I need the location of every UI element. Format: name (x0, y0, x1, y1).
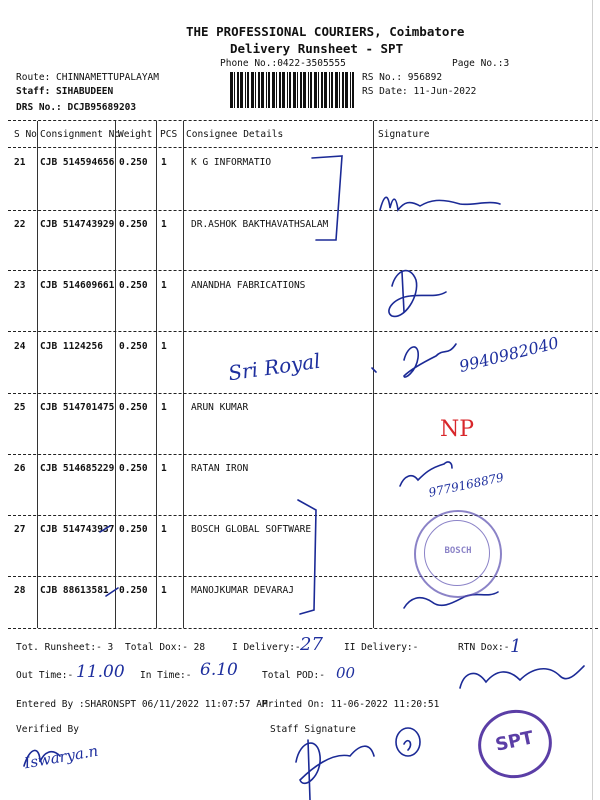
row-pcs: 1 (161, 280, 167, 291)
handwritten-consignee: Sri Royal (226, 348, 322, 386)
row-consignment: CJB 88613581 (40, 585, 109, 596)
phone-number: Phone No.:0422-3505555 (220, 58, 346, 69)
handwritten-in-time: 6.10 (200, 660, 238, 680)
row-sno: 22 (14, 219, 26, 230)
out-time-label: Out Time:- (16, 670, 74, 681)
row-weight: 0.250 (119, 585, 148, 596)
row-pcs: 1 (161, 402, 167, 413)
row-pcs: 1 (161, 219, 167, 230)
rtn-dox-label: RTN Dox:- (458, 642, 510, 653)
row-sno: 23 (14, 280, 26, 291)
row-consignee: RATAN IRON (191, 463, 249, 474)
row-weight: 0.250 (119, 219, 148, 230)
row-sno: 25 (14, 402, 26, 413)
row-consignee: MANOJKUMAR DEVARAJ (191, 585, 294, 596)
col-consignment: Consignment No (40, 129, 121, 140)
row-consignment: CJB 1124256 (40, 341, 103, 352)
entered-by: Entered By :SHARONSPT 06/11/2022 11:07:57 AM (16, 699, 268, 710)
row-consignment: CJB 514743929 (40, 219, 115, 230)
doc-title: Delivery Runsheet - SPT (230, 41, 404, 56)
col-pcs: PCS (160, 129, 178, 140)
col-consignee: Consignee Details (186, 129, 284, 140)
row-consignment: CJB 514594656 (40, 157, 115, 168)
in-time-label: In Time:- (140, 670, 192, 681)
row-sno: 27 (14, 524, 26, 535)
staff-signature-label: Staff Signature (270, 724, 356, 735)
rs-number: RS No.: 956892 (362, 72, 443, 83)
verified-by-label: Verified By (16, 724, 79, 735)
route-label: Route: CHINNAMETTUPALAYAM (16, 72, 159, 83)
handwritten-phone: 9779168879 (427, 470, 505, 500)
staff-label: Staff: SIHABUDEEN (16, 86, 114, 97)
printed-on: Printed On: 11-06-2022 11:20:51 (262, 699, 440, 710)
page-edge (592, 0, 593, 800)
spt-stamp-text: SPT (493, 727, 536, 756)
row-consignment: CJB 514743937 (40, 524, 115, 535)
ii-delivery-label: II Delivery:- (344, 642, 419, 653)
row-sno: 21 (14, 157, 26, 168)
round-stamp-text: BOSCH (444, 546, 472, 556)
row-consignment: CJB 514701475 (40, 402, 115, 413)
handwritten-phone: 9940982040 (457, 332, 561, 377)
round-stamp (414, 510, 502, 598)
i-delivery-label: I Delivery:- (232, 642, 301, 653)
row-pcs: 1 (161, 585, 167, 596)
row-consignment: CJB 514685229 (40, 463, 115, 474)
row-consignee: ANANDHA FABRICATIONS (191, 280, 306, 291)
row-pcs: 1 (161, 157, 167, 168)
row-consignee: K G INFORMATIO (191, 157, 272, 168)
handwritten-delivered-count: 27 (300, 634, 323, 655)
row-pcs: 1 (161, 341, 167, 352)
rs-date: RS Date: 11-Jun-2022 (362, 86, 477, 97)
row-sno: 26 (14, 463, 26, 474)
row-weight: 0.250 (119, 463, 148, 474)
row-weight: 0.250 (119, 524, 148, 535)
page-number: Page No.:3 (452, 58, 510, 69)
total-pod-label: Total POD:- (262, 670, 325, 681)
handwritten-rtn-count: 1 (510, 636, 522, 657)
total-dox: Total Dox:- 28 (125, 642, 206, 653)
row-weight: 0.250 (119, 402, 148, 413)
company-title: THE PROFESSIONAL COURIERS, Coimbatore (186, 24, 465, 39)
handwritten-out-time: 11.00 (76, 662, 125, 682)
row-sno: 28 (14, 585, 26, 596)
row-weight: 0.250 (119, 157, 148, 168)
handwritten-pod-value: 00 (336, 664, 356, 682)
total-runsheet: Tot. Runsheet:- 3 (16, 642, 114, 653)
drs-number: DRS No.: DCJB95689203 (16, 102, 137, 113)
col-sno: S No (14, 129, 37, 140)
row-pcs: 1 (161, 463, 167, 474)
row-weight: 0.250 (119, 341, 148, 352)
row-consignee: DR.ASHOK BAKTHAVATHSALAM (191, 219, 329, 230)
row-pcs: 1 (161, 524, 167, 535)
handwritten-np-status: NP (440, 417, 475, 442)
row-consignee: ARUN KUMAR (191, 402, 249, 413)
col-signature: Signature (378, 129, 430, 140)
row-consignment: CJB 514609661 (40, 280, 115, 291)
row-weight: 0.250 (119, 280, 148, 291)
row-consignee: BOSCH GLOBAL SOFTWARE (191, 524, 312, 535)
row-sno: 24 (14, 341, 26, 352)
col-weight: Weight (118, 129, 153, 140)
handwritten-verifier: Iswarya.n (23, 741, 100, 773)
